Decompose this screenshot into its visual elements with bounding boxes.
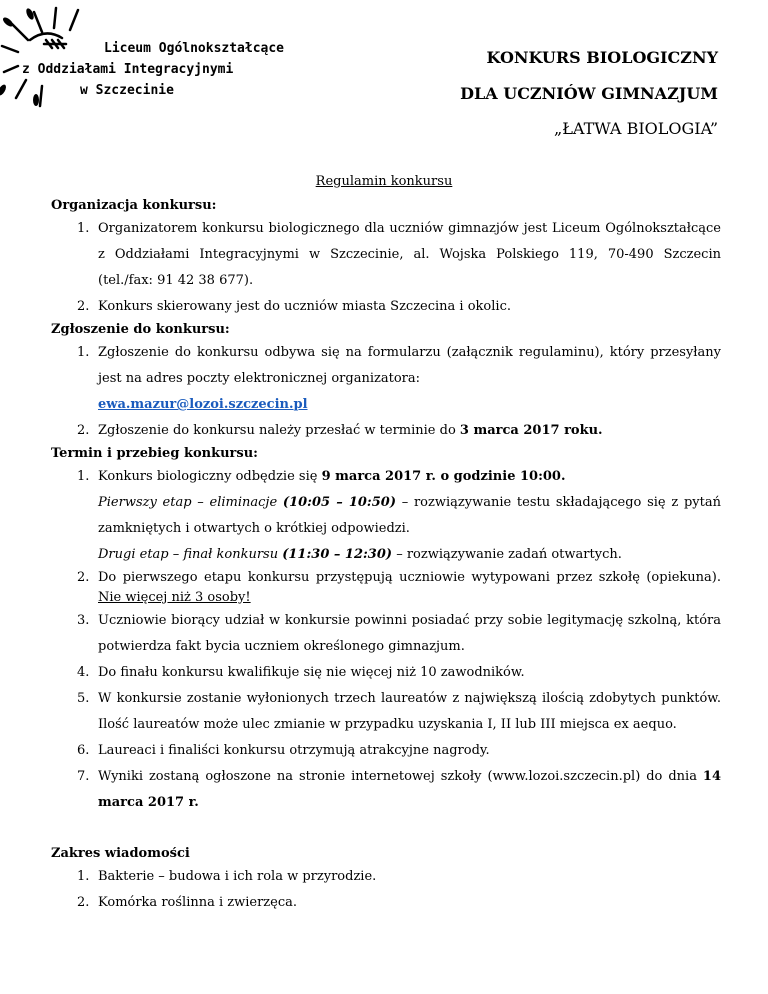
section-zakres-title: Zakres wiadomości bbox=[51, 846, 190, 861]
contest-subtitle: „ŁATWA BIOLOGIA” bbox=[553, 119, 718, 138]
section-organizacja-list bbox=[51, 216, 721, 320]
section-termin-list bbox=[51, 464, 721, 816]
list-item: 2. Zgłoszenie do konkursu należy przesłać w terminie do 3 marca 2017 roku. bbox=[77, 423, 603, 438]
list-item: 7. Wyniki zostaną ogłoszone na stronie internetowej szkoły (www.lozoi.szczecin.pl) do dnia 14 marca 2017 r. bbox=[77, 769, 721, 810]
email-link[interactable]: ewa.mazur@lozoi.szczecin.pl bbox=[98, 397, 308, 412]
logo-line-1: Liceum Ogólnokształcące bbox=[104, 41, 285, 56]
list-item: 5. W konkursie zostanie wyłonionych trzech laureatów z największą ilością zdobytych punktów. Ilość laureatów może ulec zmianie w przypadku uzyskania I, II lub III miejsca ex aequo. bbox=[77, 691, 721, 732]
section-zakres-list bbox=[51, 864, 721, 916]
document-body bbox=[51, 196, 721, 916]
school-logo bbox=[0, 0, 320, 110]
section-organizacja-title: Organizacja konkursu: bbox=[51, 198, 217, 213]
logo-line-3: w Szczecinie bbox=[80, 83, 174, 98]
section-zgloszenie-list bbox=[51, 340, 721, 444]
list-item: 2. Komórka roślinna i zwierzęca. bbox=[77, 895, 298, 910]
list-item: 2. Do pierwszego etapu konkursu przystępują uczniowie wytypowani przez szkołę (opiekuna). Nie więcej niż 3 osoby! bbox=[77, 570, 721, 605]
logo-line-2: z Oddziałami Integracyjnymi bbox=[22, 62, 234, 77]
section-zgloszenie-title: Zgłoszenie do konkursu: bbox=[51, 322, 230, 337]
list-item: 1. Zgłoszenie do konkursu odbywa się na formularzu (załącznik regulaminu), który przesyłany jest na adres poczty elektronicznej organizatora: ewa.mazur@lozoi.szczecin.pl bbox=[77, 345, 721, 412]
regulamin-heading: Regulamin konkursu bbox=[315, 174, 453, 189]
title-line-1: KONKURS BIOLOGICZNY bbox=[486, 48, 718, 67]
title-line-2: DLA UCZNIÓW GIMNAZJUM bbox=[460, 84, 718, 103]
list-item: 1. Konkurs biologiczny odbędzie się 9 marca 2017 r. o godzinie 10:00. Pierwszy etap – eliminacje (10:05 – 10:50) – rozwiązywanie testu składającego się z pytań zamkniętych i otwartych o krótkiej odpowiedzi. Drugi etap – finał konkursu (11:30 – 12:30) – rozwiązywanie zadań otwartych. bbox=[77, 469, 721, 562]
list-item: 2. Konkurs skierowany jest do uczniów miasta Szczecina i okolic. bbox=[77, 299, 511, 314]
section-termin-title: Termin i przebieg konkursu: bbox=[51, 446, 258, 461]
list-item: 3. Uczniowie biorący udział w konkursie powinni posiadać przy sobie legitymację szkolną, która potwierdza fakt bycia uczniem określonego gimnazjum. bbox=[77, 613, 721, 654]
list-item: 6. Laureaci i finaliści konkursu otrzymują atrakcyjne nagrody. bbox=[77, 743, 490, 758]
list-item: 1. Bakterie – budowa i ich rola w przyrodzie. bbox=[77, 869, 377, 884]
list-item: 1. Organizatorem konkursu biologicznego dla uczniów gimnazjów jest Liceum Ogólnokształcące z Oddziałami Integracyjnymi w Szczecinie, al. Wojska Polskiego 119, 70-490 Szczecin (tel./fax: 91 42 38 677). bbox=[77, 221, 721, 288]
list-item: 4. Do finału konkursu kwalifikuje się nie więcej niż 10 zawodników. bbox=[77, 665, 525, 680]
